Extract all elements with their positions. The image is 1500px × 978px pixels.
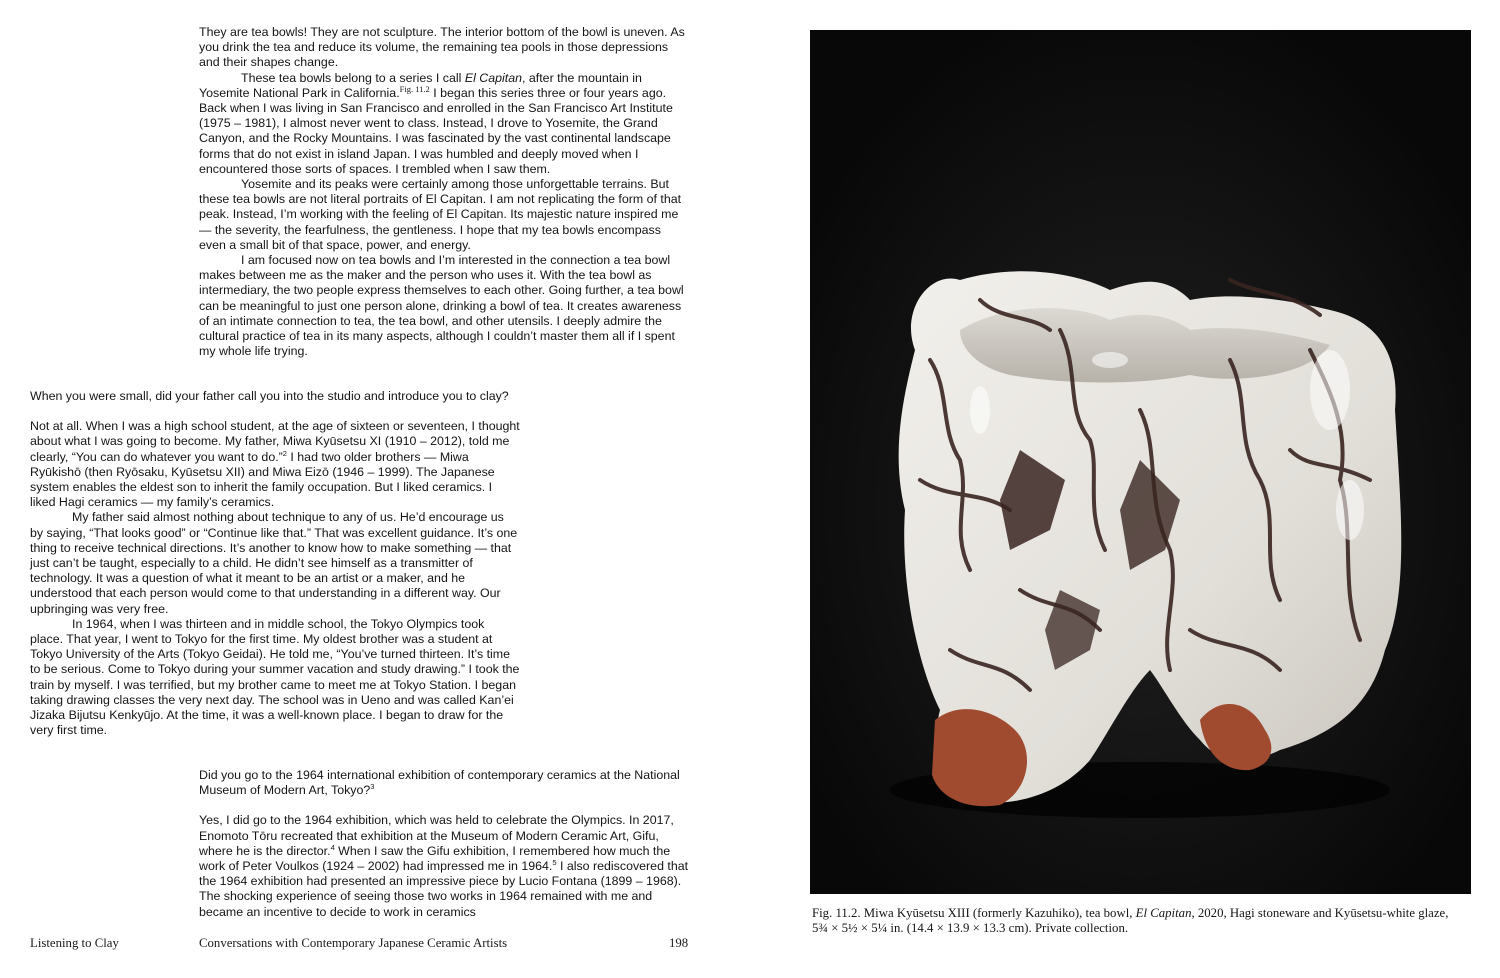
text-run: These tea bowls belong to a series I call (241, 70, 465, 85)
figure-reference: Fig. 11.2 (399, 83, 430, 94)
answer-paragraph-high-school (30, 419, 520, 510)
caption-title-italic: El Capitan (1135, 906, 1192, 920)
paragraph-yosemite-peaks: Yosemite and its peaks were certainly among those unforgettable terrains. But these tea bowls are not literal portraits of El Capitan. I am not replicating the form of that peak. Instead, I’m working with the feeling of El Capitan. Its majestic nature inspired me — the severity, the fearfulness, the gentleness. I hope that my tea bowls encompass even a small bit of that space, power, and energy. (199, 177, 682, 252)
tea-bowl-illustration (810, 30, 1471, 894)
text-run: I also rediscovered that the 1964 exhibition had presented an impressive piece by Lucio Fontana (1899 – 1968). The shocking experience of seeing those two works in 1964 remained with me and became an incentive to decide to work in ceramics (199, 859, 689, 919)
text-run: Did you go to the 1964 international exhibition of contemporary ceramics at the National Museum of Modern Art, Tokyo? (199, 768, 680, 798)
page-number: 198 (669, 936, 689, 950)
running-footer-subtitle: Conversations with Contemporary Japanese Ceramic Artists (199, 936, 508, 950)
text-run: Fig. 11.2. Miwa Kyūsetsu XIII (formerly Kazuhiko), tea bowl, (812, 906, 1136, 920)
body-text-block-exhibition (199, 768, 691, 920)
body-text-block-tea-bowls (199, 25, 689, 359)
series-title-italic: El Capitan (464, 70, 523, 85)
text-run: , after the mountain in Yosemite National Park in California. (199, 70, 642, 100)
interview-question-father-studio: When you were small, did your father call you into the studio and introduce you to clay? (30, 389, 509, 403)
paragraph-tea-bowls-not-sculpture: They are tea bowls! They are not sculpture. The interior bottom of the bowl is uneven. As you drink the tea and reduce its volume, the remaining tea pools in those depressions and their shapes change. (199, 25, 685, 70)
body-text-block-childhood (30, 389, 520, 738)
text-run: , 2020, Hagi stoneware and Kyūsetsu-white glaze, 5¾ × 5½ × 5¼ in. (14.4 × 13.9 × 13.3 cm). Private collection. (812, 906, 1449, 936)
answer-paragraph-father-technique: My father said almost nothing about technique to any of us. He’d encourage us by saying, “That looks good” or “Continue like that.” That was excellent guidance. It’s one thing to receive technical directions. It’s another to know how to make something — that just can’t be taught, especially to a child. He didn’t see himself as a transmitter of technology. It was a question of what it meant to be an artist or a maker, and he understood that each person would come to that understanding in a different way. Our upbringing was very free. (30, 510, 518, 616)
footnote-marker: 2 (282, 448, 287, 458)
text-run: I began this series three or four years ago. Back when I was living in San Francisco and enrolled in the San Francisco Art Institute (1975 – 1981), I almost never went to class. Instead, I drove to Yosemite, the Grand Canyon, and the Rocky Mountains. I was fascinated by the vast continental landscape forms that do not exist in island Japan. I was humbled and deeply moved when I encountered those sorts of spaces. I trembled when I saw them. (199, 85, 673, 176)
figure-caption (812, 906, 1452, 937)
answer-paragraph-exhibition (199, 813, 691, 919)
tea-bowl-photograph (810, 30, 1471, 894)
paragraph-el-capitan-series (199, 71, 689, 177)
footnote-marker: 5 (552, 857, 557, 867)
text-run: Yes, I did go to the 1964 exhibition, which was held to celebrate the Olympics. In 2017, Enomoto Tōru recreated that exhibition at the Museum of Modern Ceramic Art, Gifu, where he is the director. (199, 813, 674, 858)
caption-text (812, 906, 1452, 937)
running-footer-book-title: Listening to Clay (30, 936, 119, 950)
paragraph-connection-tea-bowl: I am focused now on tea bowls and I’m interested in the connection a tea bowl makes between me as the maker and the person who uses it. With the tea bowl as intermediary, the two people express themselves to each other. Going further, a tea bowl can be meaningful to just one person alone, drinking a bowl of tea. It creates awareness of an intimate connection to tea, the tea bowl, and other utensils. I deeply admire the cultural practice of tea in its many aspects, although I couldn’t master them all if I spent my whole life trying. (199, 253, 684, 359)
text-run: I had two older brothers — Miwa Ryūkishō (then Ryōsaku, Kyūsetsu XII) and Miwa Eizō (1946 – 1999). The Japanese system enables the eldest son to inherit the family occupation. But I liked ceramics. I liked Hagi ceramics — my family’s ceramics. (30, 449, 495, 510)
text-run: Not at all. When I was a high school student, at the age of sixteen or seventeen, I thought about what I was going to become. My father, Miwa Kyūsetsu XI (1910 – 2012), told me clearly, “You can do whatever you want to do.” (30, 419, 520, 464)
footnote-marker: 3 (370, 782, 375, 792)
answer-paragraph-tokyo-1964: In 1964, when I was thirteen and in middle school, the Tokyo Olympics took place. That year, I went to Tokyo for the first time. My oldest brother was a student at Tokyo University of the Arts (Tokyo Geidai). He told me, “You’ve turned thirteen. It’s time to be serious. Come to Tokyo during your summer vacation and study drawing.” I took the train by myself. I was terrified, but my brother came to meet me at Tokyo Station. I began taking drawing classes the very next day. The school was in Ueno and was called Kan’ei Jizaka Bijutsu Kenkyūjo. At the time, it was a well-known place. I began to draw for the very first time. (30, 616, 520, 738)
interview-question-1964-exhibition (199, 768, 691, 798)
footnote-marker: 4 (330, 842, 335, 852)
text-run: When I saw the Gifu exhibition, I remembered how much the work of Peter Voulkos (1924 – 2002) had impressed me in 1964. (199, 843, 671, 874)
